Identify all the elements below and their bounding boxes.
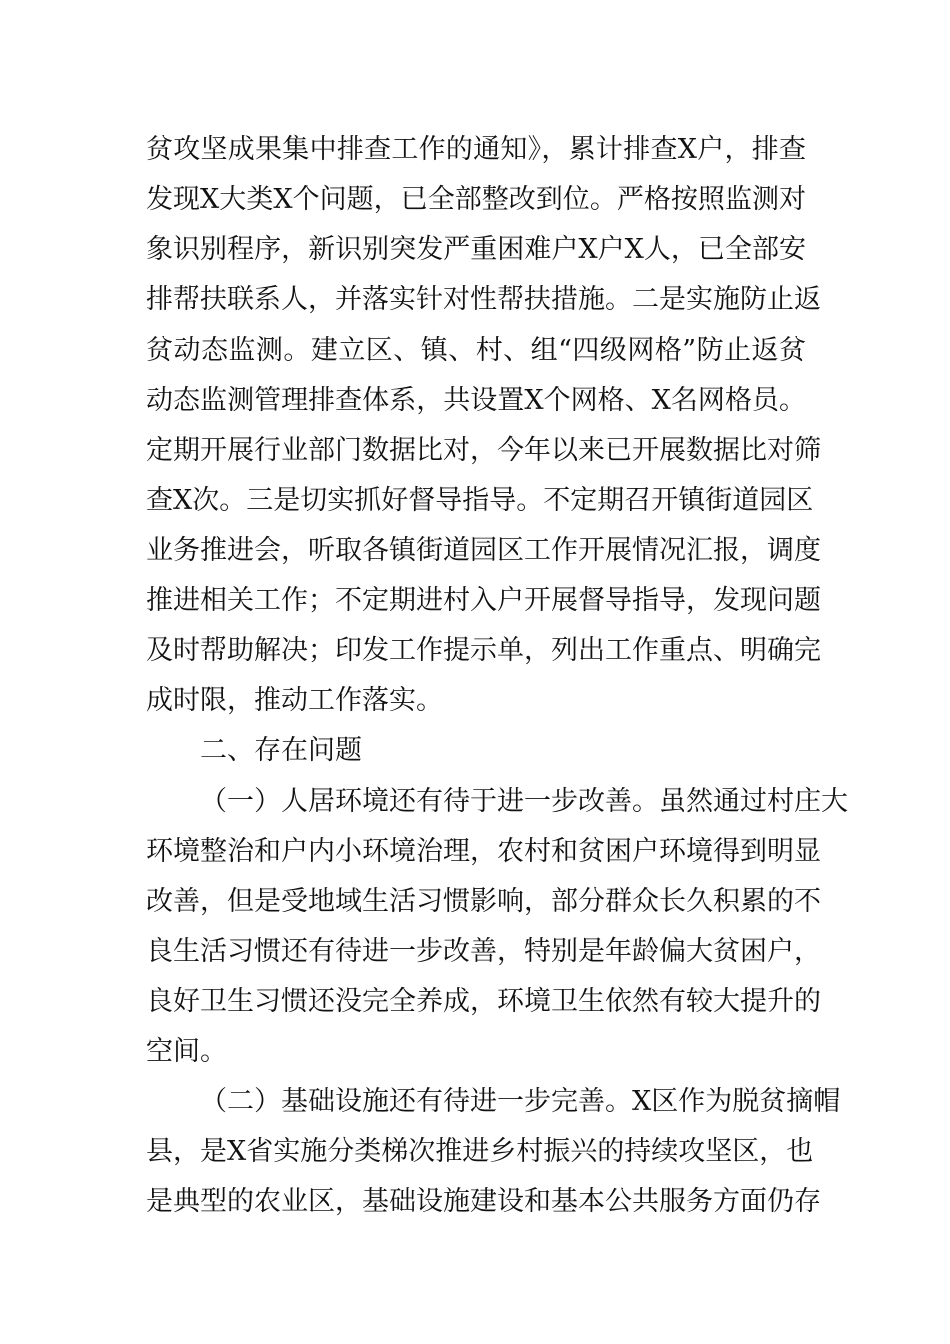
body-text-line: 查X次。三是切实抓好督导指导。不定期召开镇街道园区 — [146, 485, 814, 516]
body-text-line: 动态监测管理排查体系，共设置X个网格、X名网格员。 — [146, 385, 806, 416]
body-text-line: 业务推进会，听取各镇街道园区工作开展情况汇报，调度 — [146, 535, 821, 566]
body-text-line: 象识别程序，新识别突发严重困难户X户X人，已全部安 — [146, 234, 806, 265]
body-text-line: 贫攻坚成果集中排查工作的通知》，累计排查X户，排查 — [146, 134, 806, 165]
body-text-line: 及时帮助解决；印发工作提示单，列出工作重点、明确完 — [146, 635, 821, 666]
section-heading: 二、存在问题 — [200, 735, 362, 766]
body-text-line: （一）人居环境还有待于进一步改善。虽然通过村庄大 — [200, 786, 848, 817]
body-text-line: 成时限，推动工作落实。 — [146, 685, 443, 716]
body-text-line: 良好卫生习惯还没完全养成，环境卫生依然有较大提升的 — [146, 986, 821, 1017]
body-text-line: 空间。 — [146, 1036, 227, 1067]
body-text-line: 贫动态监测。建立区、镇、村、组“四级网格”防止返贫 — [146, 335, 806, 366]
body-text-line: 县，是X省实施分类梯次推进乡村振兴的持续攻坚区，也 — [146, 1136, 814, 1167]
body-text-line: 发现X大类X个问题，已全部整改到位。严格按照监测对 — [146, 184, 806, 215]
body-text-line: 环境整治和户内小环境治理，农村和贫困户环境得到明显 — [146, 836, 821, 867]
body-text-line: （二）基础设施还有待进一步完善。X区作为脱贫摘帽 — [200, 1086, 841, 1117]
body-text-line: 定期开展行业部门数据比对，今年以来已开展数据比对筛 — [146, 435, 821, 466]
body-text-line: 良生活习惯还有待进一步改善，特别是年龄偏大贫困户， — [146, 936, 821, 967]
body-text-line: 是典型的农业区，基础设施建设和基本公共服务方面仍存 — [146, 1186, 821, 1217]
body-text-line: 改善，但是受地域生活习惯影响，部分群众长久积累的不 — [146, 886, 821, 917]
body-text-line: 推进相关工作；不定期进村入户开展督导指导，发现问题 — [146, 585, 821, 616]
body-text-line: 排帮扶联系人，并落实针对性帮扶措施。二是实施防止返 — [146, 284, 821, 315]
